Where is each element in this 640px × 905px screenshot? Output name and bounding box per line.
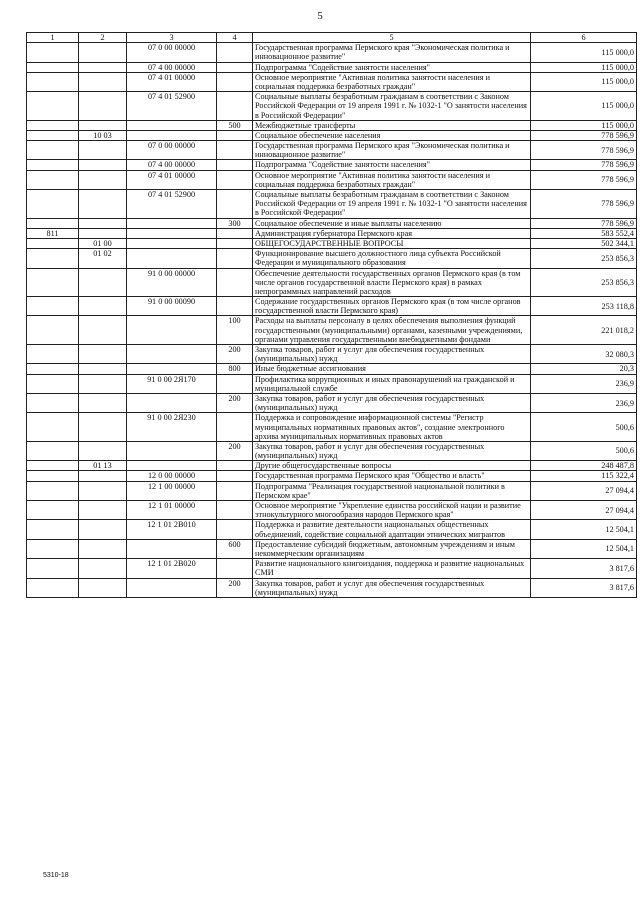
table-row — [27, 413, 637, 442]
section-code-cell — [79, 218, 127, 228]
description-cell: Поддержка и сопровождение информационной системы "Регистр муниципальных нормативных правовых актов", создание электронного архива муниципальных нормативных правовых актов — [253, 413, 531, 442]
section-code-cell — [79, 393, 127, 412]
expense-type-cell — [217, 238, 253, 248]
amount-cell: 236,9 — [531, 374, 637, 393]
table-row — [27, 92, 637, 121]
table-row — [27, 190, 637, 219]
target-code-cell: 07 4 00 00000 — [127, 62, 217, 72]
amount-cell: 778 596,9 — [531, 141, 637, 160]
expense-type-cell: 100 — [217, 316, 253, 345]
table-row — [27, 72, 637, 91]
section-code-cell — [79, 345, 127, 364]
table-row — [27, 520, 637, 539]
table-row — [27, 141, 637, 160]
expense-type-cell — [217, 160, 253, 170]
target-code-cell — [127, 345, 217, 364]
amount-cell: 778 596,9 — [531, 170, 637, 189]
table-row — [27, 393, 637, 412]
amount-cell: 27 094,4 — [531, 481, 637, 500]
column-header: 1 — [27, 33, 79, 43]
target-code-cell: 07 4 01 52900 — [127, 92, 217, 121]
amount-cell: 778 596,9 — [531, 190, 637, 219]
table-row — [27, 238, 637, 248]
target-code-cell — [127, 578, 217, 597]
section-code-cell — [79, 441, 127, 460]
expense-type-cell — [217, 170, 253, 189]
description-cell: Закупка товаров, работ и услуг для обеспечения государственных (муниципальных) нужд — [253, 345, 531, 364]
ved-code-cell — [27, 393, 79, 412]
table-row — [27, 297, 637, 316]
ved-code-cell — [27, 72, 79, 91]
description-cell: Социальное обеспечение населения — [253, 130, 531, 140]
target-code-cell — [127, 218, 217, 228]
section-code-cell — [79, 72, 127, 91]
table-header-row — [27, 33, 637, 43]
table-row — [27, 130, 637, 140]
table-row — [27, 481, 637, 500]
ved-code-cell — [27, 297, 79, 316]
ved-code-cell — [27, 501, 79, 520]
table-row — [27, 441, 637, 460]
description-cell: Государственная программа Пермского края "Экономическая политика и инновационное развитие" — [253, 43, 531, 62]
expense-type-cell — [217, 92, 253, 121]
table-row — [27, 62, 637, 72]
amount-cell: 502 344,1 — [531, 238, 637, 248]
section-code-cell — [79, 170, 127, 189]
expense-type-cell — [217, 62, 253, 72]
expense-type-cell — [217, 43, 253, 62]
description-cell: Расходы на выплаты персоналу в целях обеспечения выполнения функций государственными (муниципальными) органами, казенными учреждениями, органами управления государственными внебюджетными фондами — [253, 316, 531, 345]
target-code-cell — [127, 539, 217, 558]
amount-cell: 253 856,3 — [531, 249, 637, 268]
amount-cell: 115 000,0 — [531, 43, 637, 62]
section-code-cell — [79, 316, 127, 345]
section-code-cell: 10 03 — [79, 130, 127, 140]
target-code-cell — [127, 228, 217, 238]
section-code-cell — [79, 43, 127, 62]
budget-table — [26, 32, 637, 598]
ved-code-cell — [27, 170, 79, 189]
amount-cell: 248 487,8 — [531, 461, 637, 471]
target-code-cell — [127, 316, 217, 345]
ved-code-cell — [27, 249, 79, 268]
section-code-cell — [79, 160, 127, 170]
section-code-cell — [79, 92, 127, 121]
amount-cell: 3 817,6 — [531, 578, 637, 597]
description-cell: Закупка товаров, работ и услуг для обеспечения государственных (муниципальных) нужд — [253, 441, 531, 460]
description-cell: Функционирование высшего должностного лица субъекта Российской Федерации и муниципального образования — [253, 249, 531, 268]
table-row — [27, 501, 637, 520]
amount-cell: 27 094,4 — [531, 501, 637, 520]
ved-code-cell — [27, 62, 79, 72]
ved-code-cell — [27, 160, 79, 170]
amount-cell: 778 596,9 — [531, 130, 637, 140]
amount-cell: 221 018,2 — [531, 316, 637, 345]
section-code-cell — [79, 62, 127, 72]
ved-code-cell — [27, 316, 79, 345]
ved-code-cell — [27, 218, 79, 228]
amount-cell: 115 322,4 — [531, 471, 637, 481]
expense-type-cell — [217, 268, 253, 297]
description-cell: Подпрограмма "Реализация государственной национальной политики в Пермском крае" — [253, 481, 531, 500]
ved-code-cell — [27, 190, 79, 219]
section-code-cell — [79, 120, 127, 130]
expense-type-cell — [217, 461, 253, 471]
target-code-cell: 07 4 00 00000 — [127, 160, 217, 170]
section-code-cell — [79, 141, 127, 160]
expense-type-cell: 200 — [217, 441, 253, 460]
expense-type-cell — [217, 471, 253, 481]
expense-type-cell — [217, 297, 253, 316]
section-code-cell — [79, 413, 127, 442]
target-code-cell: 91 0 00 2Я230 — [127, 413, 217, 442]
section-code-cell — [79, 228, 127, 238]
ved-code-cell — [27, 471, 79, 481]
target-code-cell — [127, 441, 217, 460]
expense-type-cell — [217, 228, 253, 238]
column-header: 3 — [127, 33, 217, 43]
amount-cell: 500,6 — [531, 441, 637, 460]
ved-code-cell — [27, 345, 79, 364]
expense-type-cell: 600 — [217, 539, 253, 558]
target-code-cell: 07 4 01 00000 — [127, 170, 217, 189]
expense-type-cell — [217, 249, 253, 268]
amount-cell: 583 552,4 — [531, 228, 637, 238]
section-code-cell — [79, 364, 127, 374]
section-code-cell — [79, 559, 127, 578]
ved-code-cell — [27, 578, 79, 597]
amount-cell: 253 118,8 — [531, 297, 637, 316]
section-code-cell — [79, 539, 127, 558]
target-code-cell: 12 1 01 2B020 — [127, 559, 217, 578]
ved-code-cell — [27, 120, 79, 130]
description-cell: Межбюджетные трансферты — [253, 120, 531, 130]
table-body — [27, 43, 637, 598]
target-code-cell: 12 1 01 2B010 — [127, 520, 217, 539]
ved-code-cell — [27, 374, 79, 393]
description-cell: Закупка товаров, работ и услуг для обеспечения государственных (муниципальных) нужд — [253, 393, 531, 412]
target-code-cell: 07 0 00 00000 — [127, 141, 217, 160]
expense-type-cell — [217, 130, 253, 140]
description-cell: Социальное обеспечение и иные выплаты населению — [253, 218, 531, 228]
amount-cell: 115 000,0 — [531, 92, 637, 121]
table-row — [27, 218, 637, 228]
table-row — [27, 539, 637, 558]
table-row — [27, 578, 637, 597]
description-cell: Подпрограмма "Содействие занятости населения" — [253, 62, 531, 72]
expense-type-cell: 200 — [217, 393, 253, 412]
section-code-cell — [79, 501, 127, 520]
expense-type-cell — [217, 141, 253, 160]
description-cell: Содержание государственных органов Пермского края (в том числе органов государственной власти Пермского края) — [253, 297, 531, 316]
target-code-cell — [127, 461, 217, 471]
expense-type-cell — [217, 190, 253, 219]
section-code-cell — [79, 481, 127, 500]
table-row — [27, 160, 637, 170]
target-code-cell: 91 0 00 00000 — [127, 268, 217, 297]
expense-type-cell: 800 — [217, 364, 253, 374]
section-code-cell — [79, 520, 127, 539]
amount-cell: 115 000,0 — [531, 62, 637, 72]
section-code-cell — [79, 190, 127, 219]
target-code-cell: 91 0 00 2Я170 — [127, 374, 217, 393]
amount-cell: 12 504,1 — [531, 539, 637, 558]
column-header: 2 — [79, 33, 127, 43]
description-cell: Поддержка и развитие деятельности национальных общественных объединений, содействие социальной адаптации этнических мигрантов — [253, 520, 531, 539]
expense-type-cell: 200 — [217, 345, 253, 364]
page-number: 5 — [317, 10, 323, 22]
ved-code-cell — [27, 364, 79, 374]
description-cell: Подпрограмма "Содействие занятости населения" — [253, 160, 531, 170]
description-cell: Иные бюджетные ассигнования — [253, 364, 531, 374]
expense-type-cell — [217, 413, 253, 442]
expense-type-cell — [217, 520, 253, 539]
target-code-cell — [127, 238, 217, 248]
ved-code-cell — [27, 238, 79, 248]
description-cell: Социальные выплаты безработным гражданам в соответствии с Законом Российской Федерации от 19 апреля 1991 г. № 1032-1 "О занятости населения в Российской Федерации" — [253, 190, 531, 219]
table-row — [27, 345, 637, 364]
target-code-cell — [127, 249, 217, 268]
table-row — [27, 268, 637, 297]
expense-type-cell: 500 — [217, 120, 253, 130]
expense-type-cell: 200 — [217, 578, 253, 597]
column-header: 4 — [217, 33, 253, 43]
amount-cell: 32 080,3 — [531, 345, 637, 364]
target-code-cell: 12 0 00 00000 — [127, 471, 217, 481]
ved-code-cell: 811 — [27, 228, 79, 238]
ved-code-cell — [27, 461, 79, 471]
table-row — [27, 120, 637, 130]
section-code-cell — [79, 297, 127, 316]
ved-code-cell — [27, 268, 79, 297]
amount-cell: 3 817,6 — [531, 559, 637, 578]
expense-type-cell: 300 — [217, 218, 253, 228]
section-code-cell — [79, 471, 127, 481]
description-cell: ОБЩЕГОСУДАРСТВЕННЫЕ ВОПРОСЫ — [253, 238, 531, 248]
description-cell: Предоставление субсидий бюджетным, автономным учреждениям и иным некоммерческим организациям — [253, 539, 531, 558]
table-row — [27, 461, 637, 471]
description-cell: Основное мероприятие "Активная политика занятости населения и социальная поддержка безработных граждан" — [253, 170, 531, 189]
description-cell: Основное мероприятие "Укрепление единства российской нации и развитие этнокультурного многообразия народов Пермского края" — [253, 501, 531, 520]
footer-code: 5310-18 — [43, 872, 69, 879]
ved-code-cell — [27, 520, 79, 539]
section-code-cell — [79, 268, 127, 297]
section-code-cell: 01 13 — [79, 461, 127, 471]
table-row — [27, 43, 637, 62]
target-code-cell — [127, 393, 217, 412]
target-code-cell: 07 4 01 52900 — [127, 190, 217, 219]
target-code-cell — [127, 120, 217, 130]
description-cell: Социальные выплаты безработным гражданам в соответствии с Законом Российской Федерации от 19 апреля 1991 г. № 1032-1 "О занятости населения в Российской Федерации" — [253, 92, 531, 121]
section-code-cell — [79, 578, 127, 597]
expense-type-cell — [217, 559, 253, 578]
ved-code-cell — [27, 130, 79, 140]
description-cell: Государственная программа Пермского края "Экономическая политика и инновационное развитие" — [253, 141, 531, 160]
description-cell: Основное мероприятие "Активная политика занятости населения и социальная поддержка безработных граждан" — [253, 72, 531, 91]
section-code-cell: 01 00 — [79, 238, 127, 248]
expense-type-cell — [217, 501, 253, 520]
target-code-cell: 91 0 00 00090 — [127, 297, 217, 316]
expense-type-cell — [217, 374, 253, 393]
description-cell: Профилактика коррупционных и иных правонарушений на гражданской и муниципальной службе — [253, 374, 531, 393]
expense-type-cell — [217, 481, 253, 500]
target-code-cell: 12 1 00 00000 — [127, 481, 217, 500]
amount-cell: 236,9 — [531, 393, 637, 412]
table-row — [27, 228, 637, 238]
ved-code-cell — [27, 413, 79, 442]
table-row — [27, 559, 637, 578]
ved-code-cell — [27, 441, 79, 460]
column-header: 5 — [253, 33, 531, 43]
target-code-cell — [127, 130, 217, 140]
amount-cell: 778 596,9 — [531, 218, 637, 228]
ved-code-cell — [27, 559, 79, 578]
expense-type-cell — [217, 72, 253, 91]
target-code-cell: 12 1 01 00000 — [127, 501, 217, 520]
description-cell: Администрация губернатора Пермского края — [253, 228, 531, 238]
section-code-cell: 01 02 — [79, 249, 127, 268]
ved-code-cell — [27, 141, 79, 160]
amount-cell: 20,3 — [531, 364, 637, 374]
ved-code-cell — [27, 539, 79, 558]
target-code-cell — [127, 364, 217, 374]
amount-cell: 778 596,9 — [531, 160, 637, 170]
section-code-cell — [79, 374, 127, 393]
table-row — [27, 170, 637, 189]
table-row — [27, 249, 637, 268]
table-row — [27, 471, 637, 481]
table-row — [27, 364, 637, 374]
amount-cell: 115 000,0 — [531, 120, 637, 130]
table-row — [27, 316, 637, 345]
description-cell: Обеспечение деятельности государственных органов Пермского края (в том числе органов государственной власти Пермского края) в рамках непрограммных направлений расходов — [253, 268, 531, 297]
target-code-cell: 07 0 00 00000 — [127, 43, 217, 62]
column-header: 6 — [531, 33, 637, 43]
ved-code-cell — [27, 43, 79, 62]
description-cell: Закупка товаров, работ и услуг для обеспечения государственных (муниципальных) нужд — [253, 578, 531, 597]
amount-cell: 253 856,3 — [531, 268, 637, 297]
target-code-cell: 07 4 01 00000 — [127, 72, 217, 91]
amount-cell: 115 000,0 — [531, 72, 637, 91]
description-cell: Другие общегосударственные вопросы — [253, 461, 531, 471]
description-cell: Государственная программа Пермского края "Общество и власть" — [253, 471, 531, 481]
amount-cell: 12 504,1 — [531, 520, 637, 539]
table-row — [27, 374, 637, 393]
amount-cell: 500,6 — [531, 413, 637, 442]
ved-code-cell — [27, 92, 79, 121]
ved-code-cell — [27, 481, 79, 500]
description-cell: Развитие национального книгоиздания, поддержка и развитие национальных СМИ — [253, 559, 531, 578]
